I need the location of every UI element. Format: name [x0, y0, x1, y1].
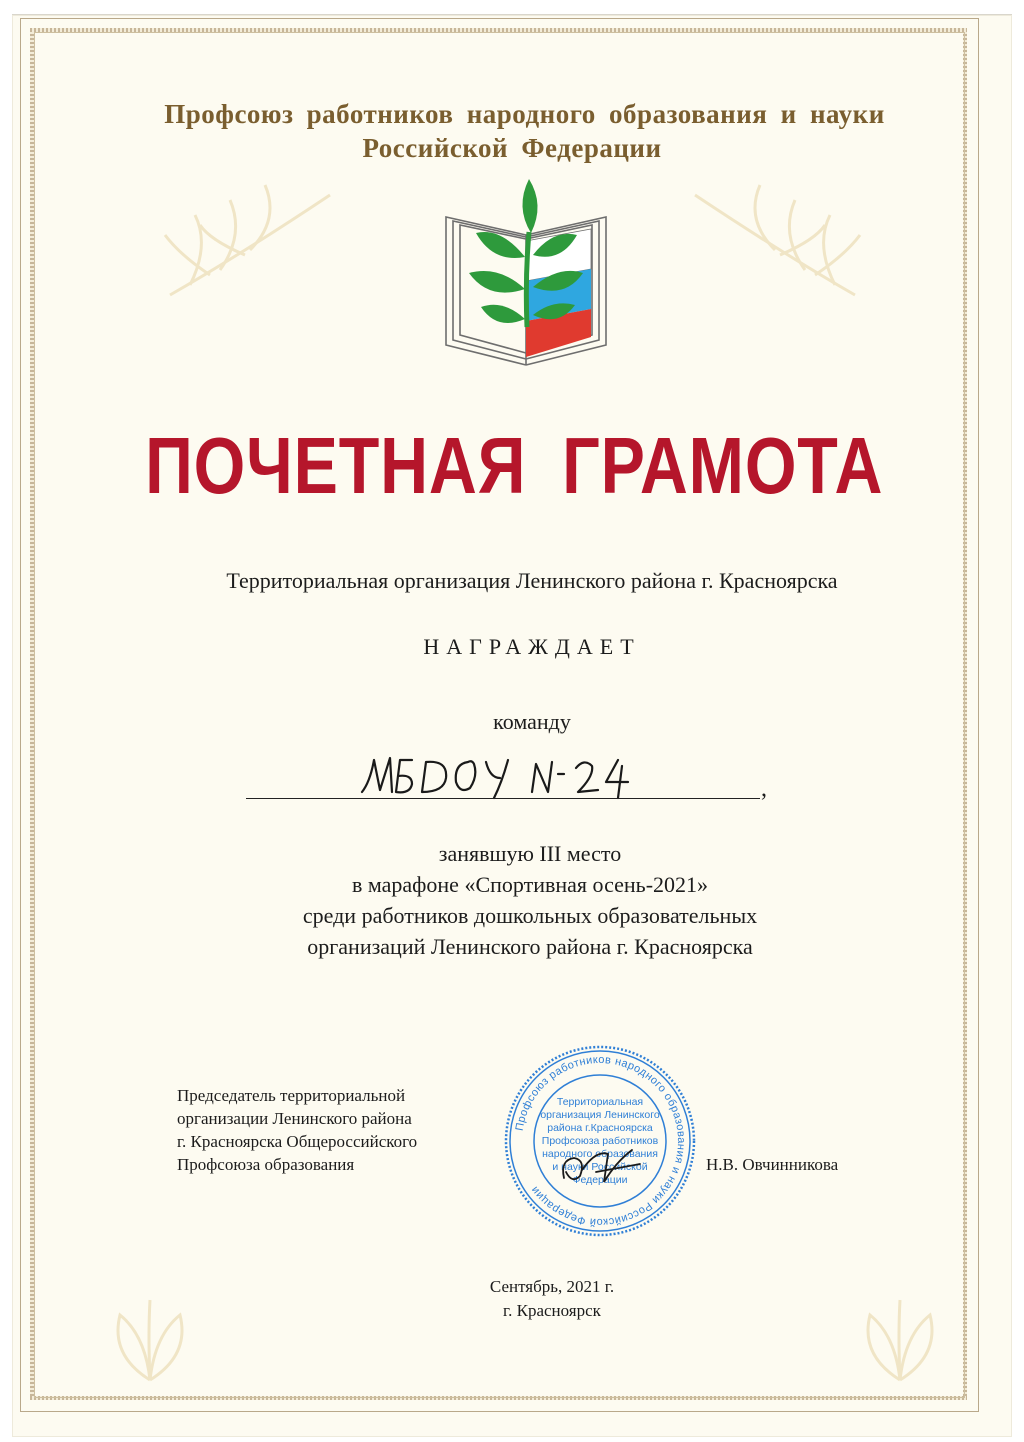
svg-text:народного образования: народного образования [542, 1148, 658, 1160]
signatory-position [177, 1084, 497, 1176]
position-line4: Профсоюза образования [177, 1155, 355, 1174]
team-name-handwritten [356, 752, 646, 804]
svg-text:Профсоюза работников: Профсоюза работников [541, 1135, 659, 1147]
position-line3: г. Красноярска Общероссийского [177, 1132, 418, 1151]
certificate-title: ПОЧЕТНАЯ ГРАМОТА [145, 421, 884, 510]
date-and-place [0, 1275, 1024, 1323]
position-line1: Председатель территориальной [177, 1086, 406, 1105]
reason-line2: в марафоне «Спортивная осень-2021» [351, 872, 709, 897]
award-reason [0, 838, 1024, 962]
svg-text:Профсоюз работников народного: Профсоюз работников народного образования и науки Российской Федерации [513, 1053, 688, 1229]
union-name-line1: Профсоюз работников народного образования и науки [164, 99, 885, 129]
svg-text:организация Ленинского: организация Ленинского [540, 1109, 660, 1121]
issue-city: г. Красноярск [503, 1301, 601, 1320]
svg-text:Федерации: Федерации [572, 1174, 628, 1186]
issuer-organization: Территориальная организация Ленинского района г. Красноярска [226, 568, 838, 593]
laurel-ornament-left [150, 175, 340, 305]
svg-text:района г.Красноярска: района г.Красноярска [547, 1122, 653, 1134]
position-line2: организации Ленинского района [177, 1109, 412, 1128]
reason-line3: среди работников дошкольных образовательных [302, 903, 758, 928]
svg-text:и науки Российской: и науки Российской [552, 1161, 648, 1173]
team-underline [246, 798, 760, 799]
svg-text:Территориальная: Территориальная [556, 1096, 644, 1108]
reason-line1: занявшую III место [438, 841, 622, 866]
issue-date: Сентябрь, 2021 г. [489, 1277, 615, 1296]
union-name-line2: Российской Федерации [362, 133, 662, 163]
union-logo [441, 177, 611, 372]
union-name [0, 97, 1024, 165]
team-label: команду [493, 709, 571, 734]
laurel-ornament-right [685, 175, 875, 305]
awards-heading: НАГРАЖДАЕТ [423, 634, 641, 659]
handwritten-signature [556, 1142, 646, 1192]
signatory-name: Н.В. Овчинникова [706, 1155, 839, 1174]
official-stamp [502, 1043, 698, 1239]
reason-line4: организаций Ленинского района г. Красноярска [307, 934, 753, 959]
team-comma: , [761, 776, 767, 802]
